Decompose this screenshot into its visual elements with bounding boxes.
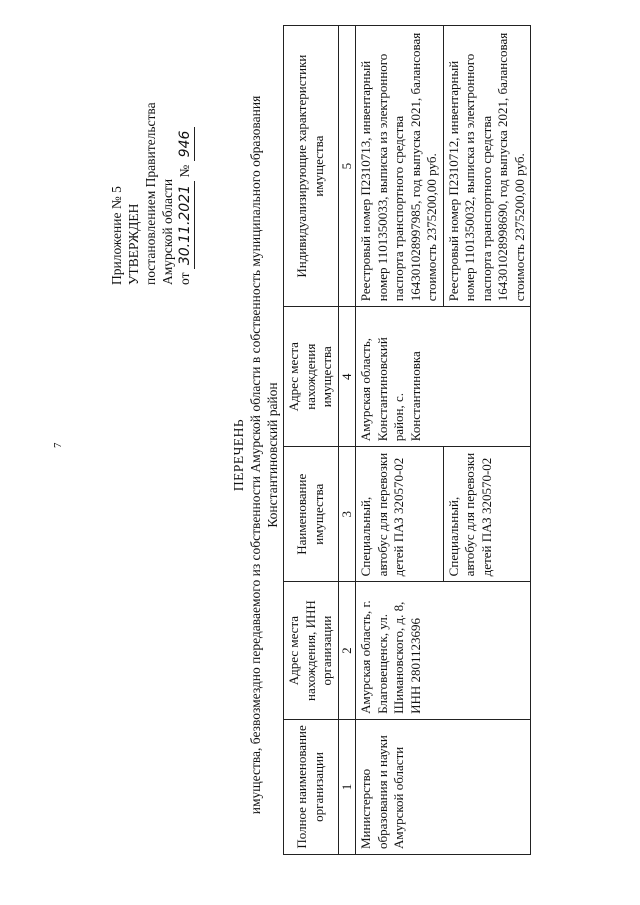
- property-address-cell: Амурская область, Константиновский район, с. Константиновка: [356, 307, 531, 447]
- header-property-address: Адрес места нахождения имущества: [284, 307, 339, 447]
- approved-label: УТВЕРЖДЕН: [126, 203, 141, 285]
- title-main: ПЕРЕЧЕНЬ: [231, 418, 246, 492]
- region-label: Амурской области: [160, 178, 175, 285]
- from-label: от: [177, 272, 192, 285]
- header-property-name: Наименование имущества: [284, 447, 339, 582]
- header-org-address: Адрес места нахождения, ИНН организации: [284, 582, 339, 720]
- column-number: 3: [338, 447, 356, 582]
- characteristics-cell: Реестровый номер П2310713, инвентарный номер 1101350033, выписка из электронного паспорта транспортного средства 164301028997985, год выпуска 2021, балансовая стоимость 2375200,00 руб.: [356, 26, 444, 307]
- column-number: 1: [338, 719, 356, 854]
- column-number: 5: [338, 26, 356, 307]
- appendix-number: Приложение № 5: [109, 186, 124, 285]
- date-number-line: [176, 0, 195, 285]
- header-row: [284, 26, 339, 855]
- header-org-name: Полное наименование организации: [284, 719, 339, 854]
- page-number: 7: [52, 442, 64, 448]
- column-number: 4: [338, 307, 356, 447]
- table-row: [356, 26, 444, 855]
- property-table: [283, 25, 531, 855]
- handwritten-number: 946: [177, 127, 195, 162]
- org-address-cell: Амурская область, г. Благовещенск, ул. Шимановского, д. 8, ИНН 2801123696: [356, 582, 531, 720]
- number-label: №: [177, 164, 192, 178]
- title-subtitle: имущества, безвозмездно передаваемого из собственности Амурской области в собственность муниципального образования: [248, 95, 263, 815]
- characteristics-cell: Реестровый номер П2310712, инвентарный номер 1101350032, выписка из электронного паспорта транспортного средства 164301028998690, год выпуска 2021, балансовая стоимость 2375200,00 руб.: [443, 26, 531, 307]
- header-characteristics: Индивидуализирующие характеристики имущества: [284, 26, 339, 307]
- handwritten-date: 30.11.2021: [177, 181, 195, 269]
- resolution-label: постановлением Правительства: [143, 102, 158, 285]
- property-name-cell: Специальный, автобус для перевозки детей ПАЗ 320570-02: [443, 447, 531, 582]
- document-title: [230, 65, 281, 845]
- org-name-cell: Министерство образования и науки Амурской области: [356, 719, 531, 854]
- column-number-row: [338, 26, 356, 855]
- approval-block: [108, 0, 195, 285]
- property-name-cell: Специальный, автобус для перевозки детей ПАЗ 320570-02: [356, 447, 444, 582]
- column-number: 2: [338, 582, 356, 720]
- title-district: Константиновский район: [265, 382, 280, 528]
